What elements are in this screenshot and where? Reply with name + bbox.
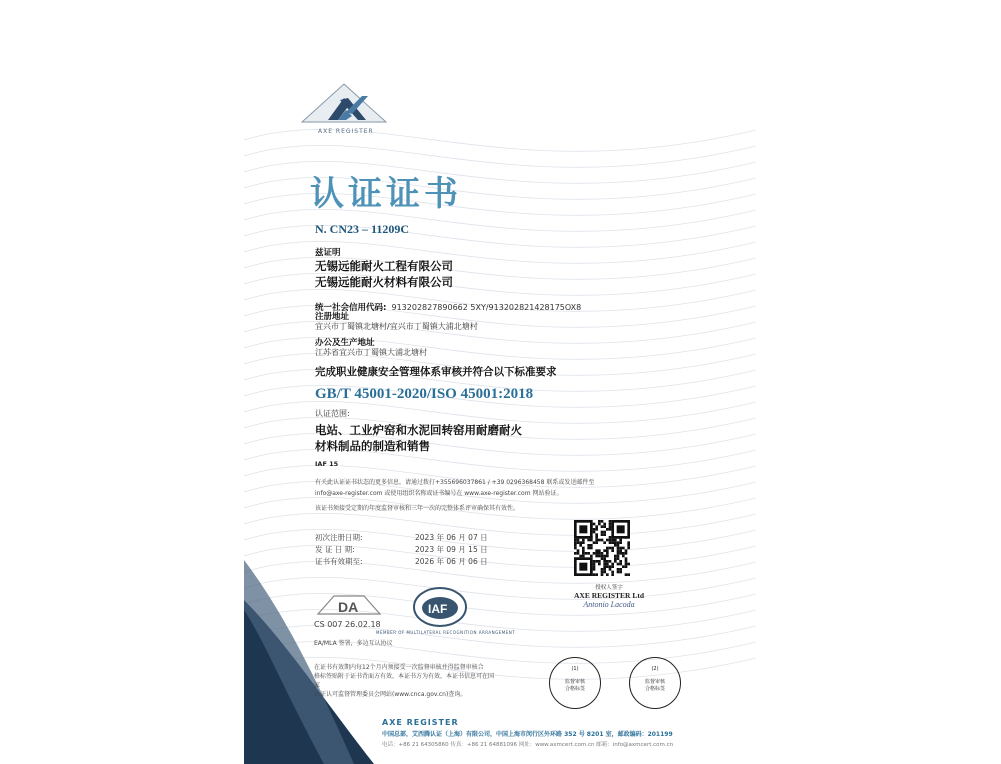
company-name-1: 无锡远能耐火工程有限公司 (315, 259, 453, 273)
bottom-note (314, 663, 494, 699)
iaf-ring-text: MEMBER OF MULTILATERAL RECOGNITION ARRANGEMENT (376, 630, 516, 635)
stamp-index: (2) (651, 666, 659, 672)
certificate-page (244, 0, 756, 764)
footer-address: 中国总部，艾西腾认证（上海）有限公司，中国上海市闵行区外环路 352 号 8201 室，邮政编码：201199 (382, 731, 673, 738)
iaf-logo-text: IAF (428, 602, 448, 616)
bottom-note-line: 认证认可监督管理委员会网站(www.cnca.gov.cn)查询。 (314, 691, 467, 698)
audit-statement: 完成职业健康安全管理体系审核并符合以下标准要求 (315, 366, 557, 378)
signature-label: 授权人签字 (595, 585, 623, 591)
signature-block (554, 583, 664, 609)
date-row (315, 531, 488, 543)
date-value: 2026 年 06 月 06 日 (415, 556, 488, 566)
date-value: 2023 年 06 月 07 日 (415, 532, 488, 542)
info-line-1: 有关此认证证书状态的更多信息，请通过拨打+355696037861 / +39 0296368458 联系或发送邮件至 (315, 479, 595, 486)
mla-text: EA/MLA 签署，多边互认协议 (314, 640, 393, 647)
standard: GB/T 45001-2020/ISO 45001:2018 (315, 386, 534, 402)
footer-brand: AXE REGISTER (382, 718, 459, 727)
stamp-text: 监督审核 合格标签 (564, 679, 585, 692)
credit-code-value: 913202827890662 5XY/913202821428175OX8 (391, 303, 582, 312)
footer-contacts: 电话：+86 21 64305860 传真：+86 21 64881096 网址：www.axmcert.com.cn 邮箱：info@axmcert.com.cn (382, 742, 674, 748)
credit-code-label: 统一社会信用代码: (315, 303, 387, 313)
verification-qr-code[interactable] (574, 520, 630, 576)
da-code: CS 007 26.02.18 (314, 620, 381, 629)
dates-table (315, 531, 488, 567)
svg-text:DA: DA (338, 599, 359, 615)
bottom-note-line: 格标签贴附于证书背面方有效，本证书方为有效，本证书信息可在国家 (314, 673, 495, 689)
validity-note: 该证书须接受定期的年度监督审核和三年一次的完整体系评审确保其有效性。 (315, 505, 520, 512)
stamp-text: 监督审核 合格标签 (644, 679, 665, 692)
scope-line-1: 电站、工业炉窑和水泥回转窑用耐磨耐火 (315, 423, 522, 437)
scope-line-2: 材料制品的制造和销售 (315, 439, 430, 453)
date-label: 初次注册日期: (315, 532, 363, 542)
da-accreditation-logo (314, 592, 384, 620)
date-value: 2023 年 09 月 15 日 (415, 544, 488, 554)
date-row (315, 543, 488, 555)
date-row (315, 555, 488, 567)
date-label: 发 证 日 期: (315, 544, 355, 554)
date-label: 证书有效期至: (315, 556, 363, 566)
surveillance-stamp-1 (549, 657, 601, 709)
registered-address-value: 宜兴市丁蜀镇北塘村/宜兴市丁蜀镇大浦北塘村 (315, 322, 478, 331)
office-address-label: 办公及生产地址 (315, 338, 375, 348)
certificate-number: N. CN23 – 11209C (315, 222, 410, 236)
bottom-note-line: 在证书有效期内每12个月内须接受一次监督审核并得监督审核合 (314, 664, 484, 671)
axe-register-logo (300, 82, 388, 148)
signature: Antonio Lacoda (583, 600, 635, 609)
surveillance-stamp-2 (629, 657, 681, 709)
signature-company: AXE REGISTER Ltd (573, 591, 645, 600)
registered-address-label: 注册地址 (315, 312, 350, 322)
certify-label: 兹证明 (315, 248, 341, 258)
scope-label: 认证范围: (315, 409, 350, 418)
info-line-2: info@axe-register.com 或使用组织名称或证书编号在 www.axe-register.com 网站验证。 (315, 490, 563, 497)
certificate-title: 认证证书 (310, 174, 462, 214)
stamp-index: (1) (571, 666, 579, 672)
iaf-code: IAF 15 (315, 460, 339, 468)
company-name-2: 无锡远能耐火材料有限公司 (315, 275, 453, 289)
iaf-logo (412, 586, 468, 628)
brand-name: AXE REGISTER (318, 128, 374, 135)
credit-code-row (315, 295, 581, 314)
office-address-value: 江苏省宜兴市丁蜀镇大浦北塘村 (315, 348, 427, 357)
